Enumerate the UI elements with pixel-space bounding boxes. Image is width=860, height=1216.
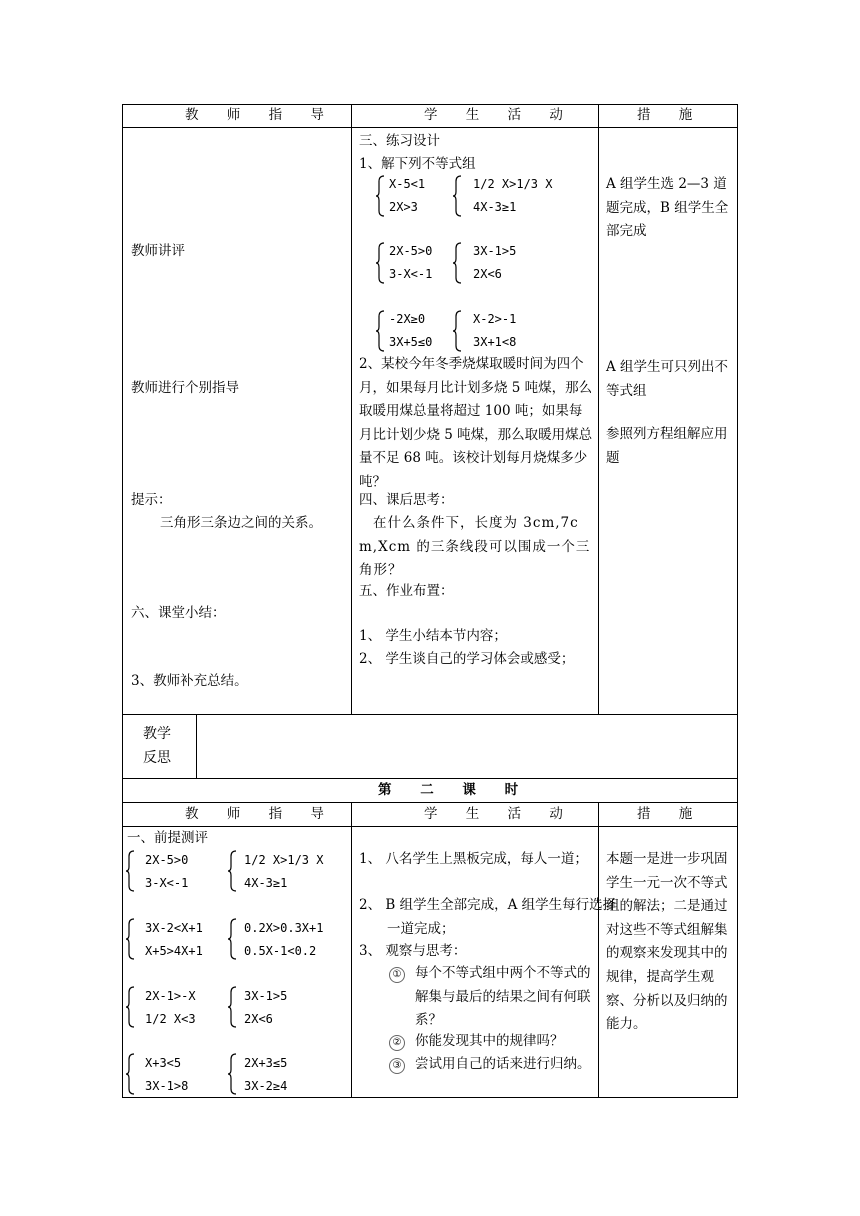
inequality: 1/2 X<3 [145,1012,196,1026]
inequality: 2X<6 [244,1012,273,1026]
number-marker: ① [389,967,405,983]
observation-question: 每个不等式组中两个不等式的解集与最后的结果之间有何联系？ [415,965,591,1029]
inequality: 2X-5>0 [389,244,433,258]
number-marker: ③ [389,1058,405,1074]
brace [228,1053,236,1095]
table-border [122,127,738,128]
column-header-measures: 措 施 [637,806,705,822]
column-header-teacher: 教 师 指 导 [185,806,336,822]
table-border [122,104,123,1098]
inequality: 1/2 X>1/3 X [244,853,324,867]
activity-item: 3、 观察与思考： [359,943,467,959]
table-border [122,714,738,715]
section-heading: 五、作业布置： [359,583,454,599]
inequality: 2X-1>-X [145,989,196,1003]
inequality: X+3<5 [145,1056,182,1070]
lesson-title: 第 二 课 时 [378,782,531,798]
inequality: 1/2 X>1/3 X [473,177,553,191]
measure-note: 本题一是进一步巩固学生一元一次不等式组的解法；二是通过对这些不等式组解集的观察来发现其中的规律，提高学生观察、分析以及归纳的能力。 [606,851,728,1033]
brace [126,918,134,960]
brace [126,986,134,1028]
teacher-hint: 三角形三条边之间的关系。 [160,515,322,531]
table-border [598,104,599,715]
observation-question: 你能发现其中的规律吗？ [415,1033,564,1049]
inequality: X+5>4X+1 [145,944,203,958]
activity-item: 1、 八名学生上黑板完成，每人一道； [359,851,588,867]
table-border [122,104,738,105]
column-header-student: 学 生 活 动 [424,107,575,123]
teacher-summary: 3、教师补充总结。 [131,673,248,689]
exercise-title: 1、解下列不等式组 [359,156,476,172]
table-border [122,778,738,779]
table-border [122,826,738,827]
brace [453,242,461,284]
inequality: X-5<1 [389,177,426,191]
section-heading: 四、课后思考： [359,492,454,508]
inequality: 0.5X-1<0.2 [244,944,317,958]
inequality: 3X-2≥4 [244,1079,288,1093]
table-border [122,802,738,803]
table-border [598,802,599,1098]
brace [228,850,236,892]
inequality: 3X+5≤0 [389,335,433,349]
table-border [351,802,352,1098]
observation-question: 尝试用自己的话来进行归纳。 [415,1056,591,1072]
reflection-label: 教学 [143,726,171,742]
inequality: 3X-1>5 [244,989,288,1003]
inequality: 3X+1<8 [473,335,517,349]
brace [453,175,461,217]
column-header-student: 学 生 活 动 [424,806,575,822]
brace [228,918,236,960]
class-summary-heading: 六、课堂小结： [131,605,226,621]
brace [228,986,236,1028]
inequality: 3X-1>8 [145,1079,189,1093]
brace [376,242,384,284]
table-border [196,714,197,779]
brace [126,850,134,892]
column-header-measures: 措 施 [637,107,705,123]
table-border [737,104,738,1098]
inequality: -2X≥0 [389,312,426,326]
measure-note: A 组学生可只列出不等式组 [606,359,729,399]
inequality: 2X>3 [389,200,418,214]
inequality: 0.2X>0.3X+1 [244,921,324,935]
teacher-comment: 教师讲评 [131,243,185,259]
inequality: X-2>-1 [473,312,517,326]
inequality: 3-X<-1 [145,876,189,890]
inequality: 4X-3≥1 [244,876,288,890]
measure-note: 参照列方程组解应用题 [606,426,728,466]
inequality: 4X-3≥1 [473,200,517,214]
teacher-individual-guidance: 教师进行个别指导 [131,380,239,396]
reflection-label: 反思 [143,750,171,766]
inequality: 3X-2<X+1 [145,921,203,935]
brace [376,310,384,352]
homework-item: 2、 学生谈自己的学习体会或感受； [359,651,575,667]
column-header-teacher: 教 师 指 导 [185,107,336,123]
inequality: 2X-5>0 [145,853,189,867]
thinking-question: 在什么条件下，长度为 3cm,7cm,Xcm 的三条线段可以围成一个三角形？ [359,515,591,579]
inequality: 2X+3≤5 [244,1056,288,1070]
section-heading: 一、前提测评 [127,830,208,846]
table-border [351,104,352,715]
brace [376,175,384,217]
inequality: 2X<6 [473,267,502,281]
number-marker: ② [389,1035,405,1051]
inequality: 3-X<-1 [389,267,433,281]
teacher-hint-label: 提示： [131,492,172,508]
brace [453,310,461,352]
table-border [122,1097,738,1098]
homework-item: 1、 学生小结本节内容； [359,628,507,644]
activity-item: 2、 B 组学生全部完成，A 组学生每行选择一道完成； [359,897,617,937]
inequality: 3X-1>5 [473,244,517,258]
measure-note: A 组学生选 2—3 道题完成，B 组学生全部完成 [606,176,729,240]
brace [126,1053,134,1095]
section-heading: 三、练习设计 [359,133,440,149]
word-problem: 2、某校今年冬季烧煤取暖时间为四个月，如果每月比计划多烧 5 吨煤，那么取暖用煤总量将超过 100 吨；如果每月比计划少烧 5 吨煤，那么取暖用煤总量不足 68 吨。该校计划每月烧煤多少吨？ [359,356,593,490]
